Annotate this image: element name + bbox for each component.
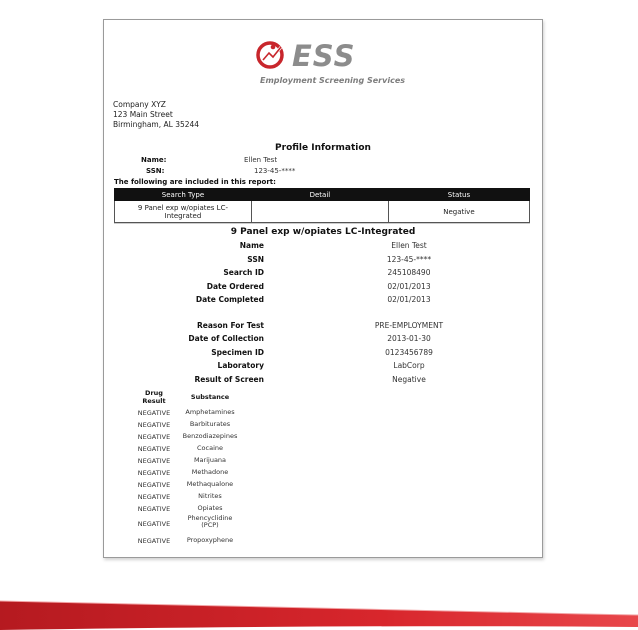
drug-substance: Nitrites <box>198 492 222 500</box>
logo-text: ESS <box>292 39 356 73</box>
search-type-line: Integrated <box>164 211 202 220</box>
drug-result: NEGATIVE <box>137 445 171 453</box>
detail-cell <box>251 201 388 223</box>
detail-header: Detail <box>251 189 388 201</box>
search-type-cell <box>115 201 252 223</box>
drug-substance: Marijuana <box>193 456 227 464</box>
address-line: Company XYZ <box>113 100 166 109</box>
search-type-header: Search Type <box>115 189 252 201</box>
drug-result: NEGATIVE <box>137 469 171 477</box>
drug-result: NEGATIVE <box>137 409 171 417</box>
drug-result: NEGATIVE <box>137 481 171 489</box>
field-value: Ellen Test <box>391 241 427 250</box>
field-value: LabCorp <box>393 361 425 370</box>
ess-logo <box>254 38 406 106</box>
search-type-line: 9 Panel exp w/opiates LC- <box>137 203 228 212</box>
drug-substance: Benzodiazepines <box>182 432 238 440</box>
drug-substance: Amphetamines <box>185 408 235 416</box>
ess-logo-icon <box>254 38 290 72</box>
drug-substance: Phencyclidine (PCP) <box>187 514 233 529</box>
drug-result: NEGATIVE <box>137 505 171 513</box>
drug-substance: Barbiturates <box>189 420 231 428</box>
field-label: Name <box>239 241 264 250</box>
substance-header: Substance <box>190 393 230 401</box>
drug-result: NEGATIVE <box>137 520 171 528</box>
company-address <box>113 100 199 130</box>
field-label: Reason For Test <box>196 321 264 330</box>
profile-ssn-label: SSN: <box>146 167 165 175</box>
search-table <box>114 188 530 223</box>
drug-result: NEGATIVE <box>137 493 171 501</box>
drug-result-header-line: Result <box>142 397 166 405</box>
drug-result-header <box>132 389 176 405</box>
field-value: 02/01/2013 <box>387 295 431 304</box>
field-value: PRE-EMPLOYMENT <box>374 321 444 330</box>
drug-substance: Opiates <box>197 504 223 512</box>
field-value: 0123456789 <box>385 348 433 357</box>
profile-ssn-value: 123-45-**** <box>254 167 296 175</box>
table-row <box>115 201 530 223</box>
field-value: 245108490 <box>387 268 431 277</box>
drug-substance: Propoxyphene <box>186 536 234 544</box>
red-swoosh-decoration <box>0 585 638 630</box>
drug-substance: Methadone <box>191 468 229 476</box>
field-value: 123-45-**** <box>386 255 432 264</box>
status-cell: Negative <box>388 201 529 223</box>
profile-title: Profile Information <box>275 143 371 153</box>
field-label: Specimen ID <box>211 348 264 357</box>
field-label: Search ID <box>223 268 264 277</box>
drug-result: NEGATIVE <box>137 421 171 429</box>
field-label: Laboratory <box>217 361 264 370</box>
field-label: Result of Screen <box>194 375 264 384</box>
included-label: The following are included in this report: <box>114 178 276 186</box>
address-line: Birmingham, AL 35244 <box>113 120 200 129</box>
drug-result: NEGATIVE <box>137 457 171 465</box>
divider <box>114 223 530 224</box>
field-label: Date Completed <box>195 295 264 304</box>
drug-substance: Methaqualone <box>186 480 234 488</box>
drug-result: NEGATIVE <box>137 537 171 545</box>
address-line: 123 Main Street <box>113 110 173 119</box>
status-header: Status <box>388 189 529 201</box>
profile-name-value: Ellen Test <box>244 156 278 164</box>
field-label: Date of Collection <box>188 334 264 343</box>
field-label: SSN <box>247 255 264 264</box>
panel-title: 9 Panel exp w/opiates LC-Integrated <box>230 227 416 237</box>
profile-name-label: Name: <box>141 156 167 164</box>
field-value: 2013-01-30 <box>387 334 431 343</box>
logo-tagline: Employment Screening Services <box>260 76 406 85</box>
field-value: 02/01/2013 <box>387 282 431 291</box>
field-label: Date Ordered <box>206 282 264 291</box>
report-page <box>103 19 543 558</box>
drug-result-header-line: Drug <box>145 389 163 397</box>
field-value: Negative <box>392 375 426 384</box>
drug-result: NEGATIVE <box>137 433 171 441</box>
drug-substance: Cocaine <box>197 444 223 452</box>
